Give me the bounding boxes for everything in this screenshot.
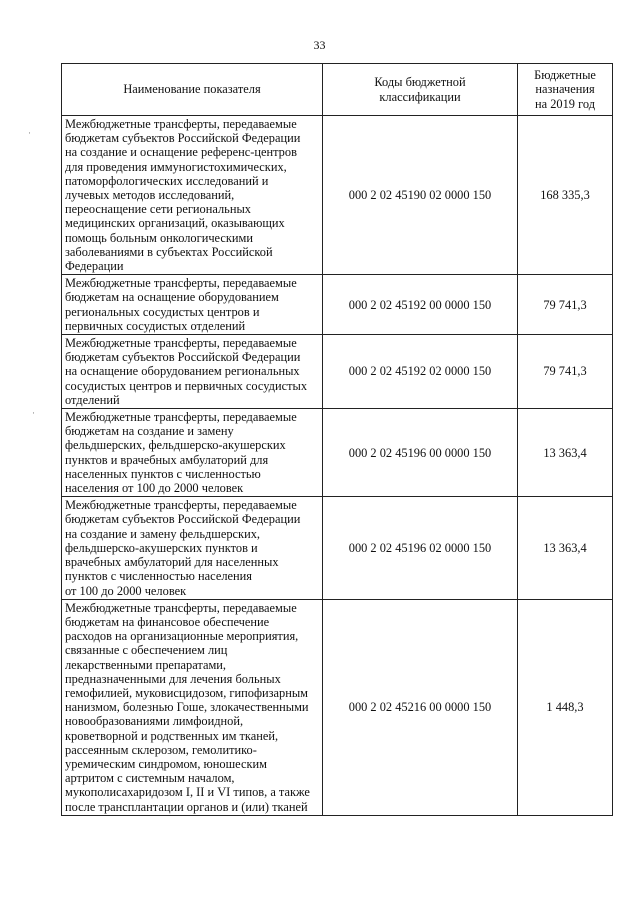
indicator-name-line: врачебных амбулаторий для населенных xyxy=(65,555,279,570)
indicator-name-line: населенных пунктов с численностью xyxy=(65,466,261,481)
budget-amount-cell: 13 363,4 xyxy=(518,409,613,497)
budget-code-cell: 000 2 02 45216 00 0000 150 xyxy=(323,599,518,815)
indicator-name-line: расходов на организационные мероприятия, xyxy=(65,629,299,644)
indicator-name-line: нанизмом, болезнью Гоше, злокачественными xyxy=(65,700,309,715)
page-number: 33 xyxy=(313,38,326,52)
indicator-name-line: региональных сосудистых центров и xyxy=(65,304,260,319)
indicator-name-line: Межбюджетные трансферты, передаваемые xyxy=(65,117,297,131)
indicator-name-line: для проведения иммуногистохимических, xyxy=(65,159,287,174)
scan-dot: · xyxy=(28,128,31,138)
indicator-name-line: рассеянным склерозом, гемолитико- xyxy=(65,742,257,757)
indicator-name-line: предназначенными для лечения больных xyxy=(65,671,281,686)
table-row xyxy=(62,116,613,275)
indicator-name-line: после трансплантации органов и (или) тканей xyxy=(65,799,308,814)
indicator-name-line: уремическим синдромом, юношеским xyxy=(65,756,267,771)
indicator-name-line: Межбюджетные трансферты, передаваемые xyxy=(65,410,297,425)
indicator-name-line: Межбюджетные трансферты, передаваемые xyxy=(65,498,297,513)
indicator-name-line: бюджетам на создание и замену xyxy=(65,424,234,439)
header-budget-line: назначения xyxy=(535,82,595,97)
indicator-name-line: новообразованиями лимфоидной, xyxy=(65,714,244,729)
header-budget-codes xyxy=(323,64,518,116)
indicator-name-line: бюджетам на оснащение оборудованием xyxy=(65,290,279,305)
indicator-name-line: помощь больным онкологическими xyxy=(65,230,253,245)
indicator-name-line: от 100 до 2000 человек xyxy=(65,583,187,598)
header-indicator-name: Наименование показателя xyxy=(62,64,323,116)
header-codes-line: классификации xyxy=(379,89,461,104)
indicator-name-cell xyxy=(62,275,323,335)
budget-amount-cell: 1 448,3 xyxy=(518,599,613,815)
scan-dot: · xyxy=(32,408,35,418)
budget-table xyxy=(61,63,613,816)
indicator-name-line: патоморфологических исследований и xyxy=(65,173,269,188)
budget-amount-cell: 79 741,3 xyxy=(518,275,613,335)
indicator-name-line: Федерации xyxy=(65,259,124,274)
budget-amount-cell: 168 335,3 xyxy=(518,116,613,275)
indicator-name-line: переоснащение сети региональных xyxy=(65,202,251,217)
indicator-name-line: связанные с обеспечением лиц xyxy=(65,643,228,658)
table-row xyxy=(62,497,613,599)
indicator-name-line: бюджетам субъектов Российской Федерации xyxy=(65,131,301,146)
indicator-name-line: первичных сосудистых отделений xyxy=(65,318,246,333)
indicator-name-line: на оснащение оборудованием региональных xyxy=(65,364,300,379)
budget-amount-cell: 13 363,4 xyxy=(518,497,613,599)
indicator-name-line: отделений xyxy=(65,392,120,407)
header-budget-2019 xyxy=(518,64,613,116)
indicator-name-cell xyxy=(62,497,323,599)
indicator-name-line: пунктов и врачебных амбулаторий для xyxy=(65,452,269,467)
indicator-name-cell xyxy=(62,409,323,497)
indicator-name-cell xyxy=(62,599,323,815)
indicator-name-line: гемофилией, муковисцидозом, гипофизарным xyxy=(65,685,309,700)
indicator-name-line: лекарственными препаратами, xyxy=(65,657,227,672)
indicator-name-line: бюджетам субъектов Российской Федерации xyxy=(65,350,301,365)
table-row xyxy=(62,335,613,409)
table-row xyxy=(62,275,613,335)
indicator-name-line: населения от 100 до 2000 человек xyxy=(65,481,244,496)
budget-code-cell: 000 2 02 45190 02 0000 150 xyxy=(323,116,518,275)
header-budget-line: на 2019 год xyxy=(534,96,596,111)
indicator-name-line: Межбюджетные трансферты, передаваемые xyxy=(65,276,297,291)
table-row xyxy=(62,409,613,497)
budget-code-cell: 000 2 02 45196 02 0000 150 xyxy=(323,497,518,599)
table-row xyxy=(62,599,613,815)
budget-code-cell: 000 2 02 45192 00 0000 150 xyxy=(323,275,518,335)
indicator-name-line: заболеваниями в субъектах Российской xyxy=(65,244,273,259)
indicator-name-line: Межбюджетные трансферты, передаваемые xyxy=(65,336,297,351)
budget-code-cell: 000 2 02 45192 02 0000 150 xyxy=(323,335,518,409)
indicator-name-line: на создание и оснащение референс-центров xyxy=(65,145,297,160)
indicator-name-line: фельдшерско-акушерских пунктов и xyxy=(65,540,258,555)
table-header-row xyxy=(62,64,613,116)
indicator-name-cell xyxy=(62,116,323,275)
indicator-name-line: артритом с системным началом, xyxy=(65,771,235,786)
indicator-name-line: кроветворной и родственных им тканей, xyxy=(65,728,279,743)
indicator-name-line: Межбюджетные трансферты, передаваемые xyxy=(65,600,297,615)
indicator-name-line: фельдшерских, фельдшерско-акушерских xyxy=(65,438,286,453)
indicator-name-cell xyxy=(62,335,323,409)
indicator-name-line: пунктов с численностью населения xyxy=(65,569,252,584)
indicator-name-line: сосудистых центров и первичных сосудистых xyxy=(65,378,308,393)
indicator-name-line: медицинских организаций, оказывающих xyxy=(65,216,285,231)
budget-amount-cell: 79 741,3 xyxy=(518,335,613,409)
indicator-name-line: лучевых методов исследований, xyxy=(65,188,235,203)
indicator-name-line: мукополисахаридозом I, II и VI типов, а также xyxy=(65,785,310,800)
indicator-name-line: на создание и замену фельдшерских, xyxy=(65,526,260,541)
header-budget-line: Бюджетные xyxy=(534,68,596,83)
header-codes-line: Коды бюджетной xyxy=(374,75,466,90)
budget-code-cell: 000 2 02 45196 00 0000 150 xyxy=(323,409,518,497)
indicator-name-line: бюджетам субъектов Российской Федерации xyxy=(65,512,301,527)
indicator-name-line: бюджетам на финансовое обеспечение xyxy=(65,614,270,629)
